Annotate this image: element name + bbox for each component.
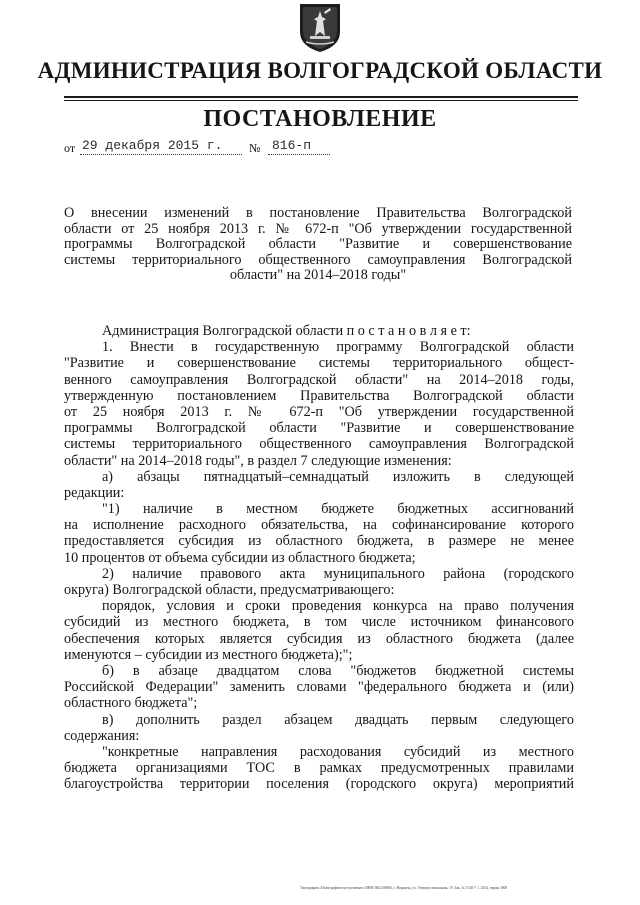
print-footer: Типография «Полиграфическое решение» ИНН 3662106966, г. Воронеж, ул. Электросигнальная, 19. Зак. № Т326-7 1. 2014, тираж 3000 [300,886,508,890]
body-line: системы территориального общественного самоуправления Волгоградской [64,436,574,453]
body-line: предоставляется субсидия из областного бюджета, в размере не менее [64,533,574,550]
body-line: бюджета организациями ТОС в рамках предусмотренных правилами [64,760,574,777]
body-line: от 25 ноября 2013 г. № 672-п "Об утверждении государственной [64,403,574,420]
document-body [64,323,574,793]
body-line: "конкретные направления расходования субсидий из местного [102,743,574,760]
body-line: 10 процентов от объема субсидии из областного бюджета; [64,549,416,566]
header-divider-thick [64,96,578,98]
body-line: субсидий из местного бюджета, в том числе источником финансового [64,614,574,631]
body-line: утвержденную постановлением Правительства Волгоградской области [64,387,574,404]
subject-line: системы территориального общественного самоуправления Волгоградской [64,251,572,268]
organization-title: АДМИНИСТРАЦИЯ ВОЛГОГРАДСКОЙ ОБЛАСТИ [37,58,603,83]
coat-of-arms-emblem [298,2,342,54]
body-line: именуются – субсидии из местного бюджета);"; [64,646,353,663]
body-line: благоустройства территории поселения (городского округа) мероприятий [64,776,574,793]
subject-line: программы Волгоградской области "Развитие и совершенствование [64,236,572,253]
body-line: Администрация Волгоградской области п о с т а н о в л я е т: [102,323,471,339]
body-line: б) в абзаце двадцатом слова "бюджетов бюджетной системы [102,662,574,679]
body-line: программы Волгоградской области "Развитие и совершенствование [64,420,574,437]
subject-line: области" на 2014–2018 годы" [229,267,407,284]
header-divider-thin [64,100,578,101]
body-line: 1. Внести в государственную программу Волгоградской области [102,339,574,356]
subject-line: области от 25 ноября 2013 г. № 672-п "Об утверждении государственной [64,220,572,237]
date-value: 29 декабря 2015 г. [82,138,223,153]
body-line: обеспечения которых является субсидия из областного бюджета (далее [64,630,574,647]
body-line: "Развитие и совершенствование системы территориального общест- [64,355,574,372]
number-underline [268,154,330,155]
number-value: 816-п [272,138,312,153]
body-line: округа) Волгоградской области, предусматривающего: [64,582,395,598]
document-type-title: ПОСТАНОВЛЕНИЕ [203,106,437,132]
body-line: на исполнение расходного обязательства, на софинансирование которого [64,517,574,534]
body-line: содержания: [64,727,140,744]
volgograd-coat-of-arms-icon [298,2,342,54]
body-line: а) абзацы пятнадцатый–семнадцатый изложить в следующей [102,468,574,485]
body-line: "1) наличие в местном бюджете бюджетных ассигнований [102,501,574,518]
date-underline [80,154,242,155]
number-prefix: № [249,141,261,155]
subject-line: О внесении изменений в постановление Правительства Волгоградской [64,205,572,221]
document-subject [64,206,572,284]
body-line: Российской Федерации" заменить словами "федерального бюджета и (или) [64,679,574,696]
body-line: 2) наличие правового акта муниципального района (городского [102,565,574,582]
body-line: областного бюджета"; [64,695,198,712]
body-line: порядок, условия и сроки проведения конкурса на право получения [102,598,574,615]
body-line: области" на 2014–2018 годы", в раздел 7 следующие изменения: [64,452,452,469]
body-line: венного самоуправления Волгоградской области" на 2014–2018 годы, [64,371,574,388]
body-line: редакции: [64,484,125,501]
date-prefix: от [64,141,76,155]
body-line: в) дополнить раздел абзацем двадцать первым следующего [102,711,574,728]
